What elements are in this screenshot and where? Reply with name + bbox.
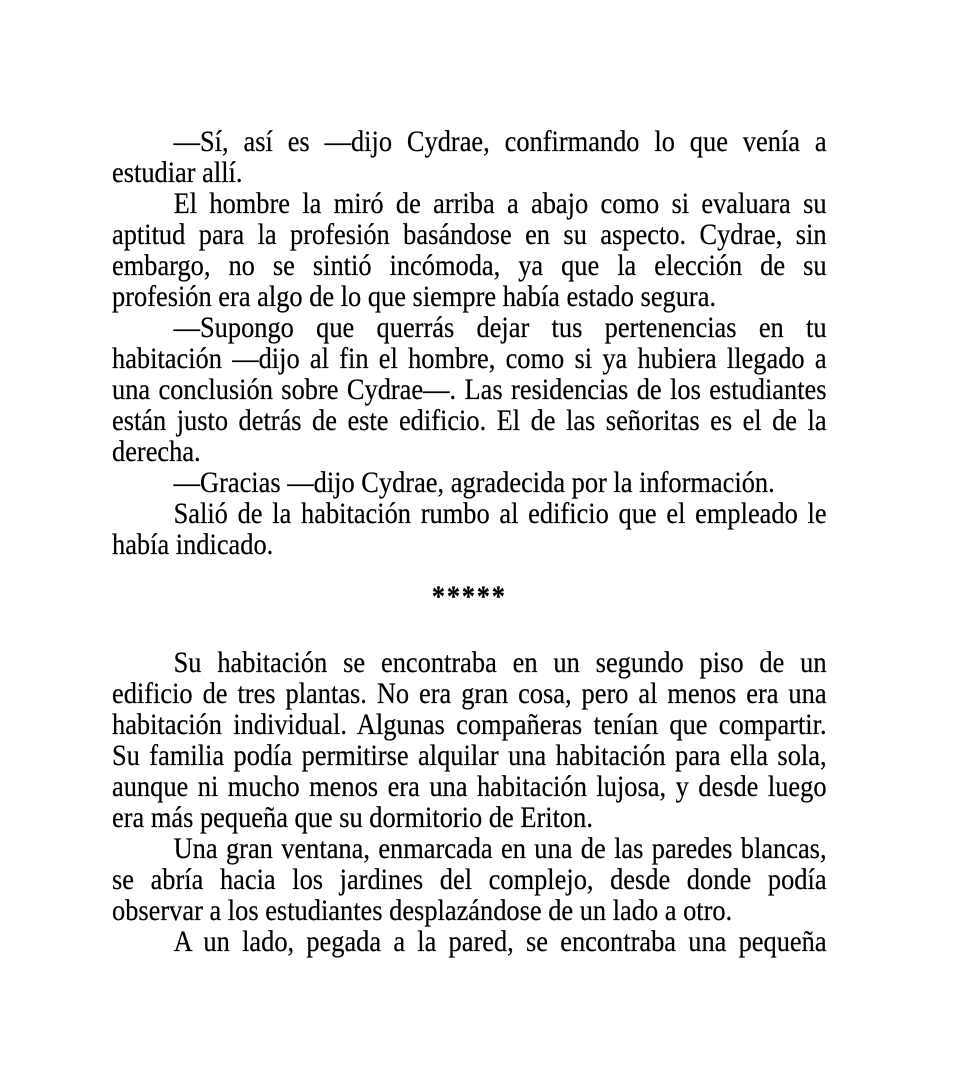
text-line: habitación —dijo al fin el hombre, como si ya hubiera llegado a xyxy=(112,342,827,375)
text-line: profesión era algo de lo que siempre había estado segura. xyxy=(112,280,717,313)
section-separator: ***** xyxy=(431,580,507,613)
text-line: era más pequeña que su dormitorio de Eriton. xyxy=(112,801,593,834)
paragraph xyxy=(112,926,827,957)
text-line: embargo, no se sintió incómoda, ya que la elección de su xyxy=(112,249,827,282)
text-line: Su familia podía permitirse alquilar una habitación para ella sola, xyxy=(112,739,827,772)
text-line: —Supongo que querrás dejar tus pertenencias en tu xyxy=(173,311,827,344)
paragraph xyxy=(112,647,827,833)
text-line: Una gran ventana, enmarcada en una de las paredes blancas, xyxy=(173,832,827,865)
text-line: se abría hacia los jardines del complejo, desde donde podía xyxy=(112,863,827,896)
text-line: aptitud para la profesión basándose en su aspecto. Cydrae, sin xyxy=(112,218,827,251)
paragraph xyxy=(112,312,827,467)
text-line: edificio de tres plantas. No era gran cosa, pero al menos era una xyxy=(112,677,827,710)
paragraph xyxy=(112,188,827,312)
paragraph xyxy=(112,467,827,498)
page-text-block xyxy=(112,0,827,957)
text-line: habitación individual. Algunas compañeras tenían que compartir. xyxy=(112,708,827,741)
paragraph xyxy=(112,833,827,926)
text-line: están justo detrás de este edificio. El de las señoritas es el de la xyxy=(112,404,827,437)
text-line: aunque ni mucho menos era una habitación lujosa, y desde luego xyxy=(112,770,827,803)
text-line: observar a los estudiantes desplazándose de un lado a otro. xyxy=(112,894,733,927)
paragraph xyxy=(112,126,827,188)
text-line: una conclusión sobre Cydrae—. Las residencias de los estudiantes xyxy=(112,373,827,406)
paragraph xyxy=(112,498,827,560)
text-line: —Sí, así es —dijo Cydrae, confirmando lo que venía a xyxy=(173,125,827,158)
text-line: Salió de la habitación rumbo al edificio que el empleado le xyxy=(173,497,827,530)
text-line: El hombre la miró de arriba a abajo como si evaluara su xyxy=(173,187,827,220)
text-line: —Gracias —dijo Cydrae, agradecida por la información. xyxy=(173,466,775,499)
text-line: estudiar allí. xyxy=(112,156,243,189)
text-line: Su habitación se encontraba en un segundo piso de un xyxy=(173,646,827,679)
text-line: derecha. xyxy=(112,435,201,468)
text-line: A un lado, pegada a la pared, se encontraba una pequeña xyxy=(173,925,827,958)
text-line: había indicado. xyxy=(112,528,274,561)
